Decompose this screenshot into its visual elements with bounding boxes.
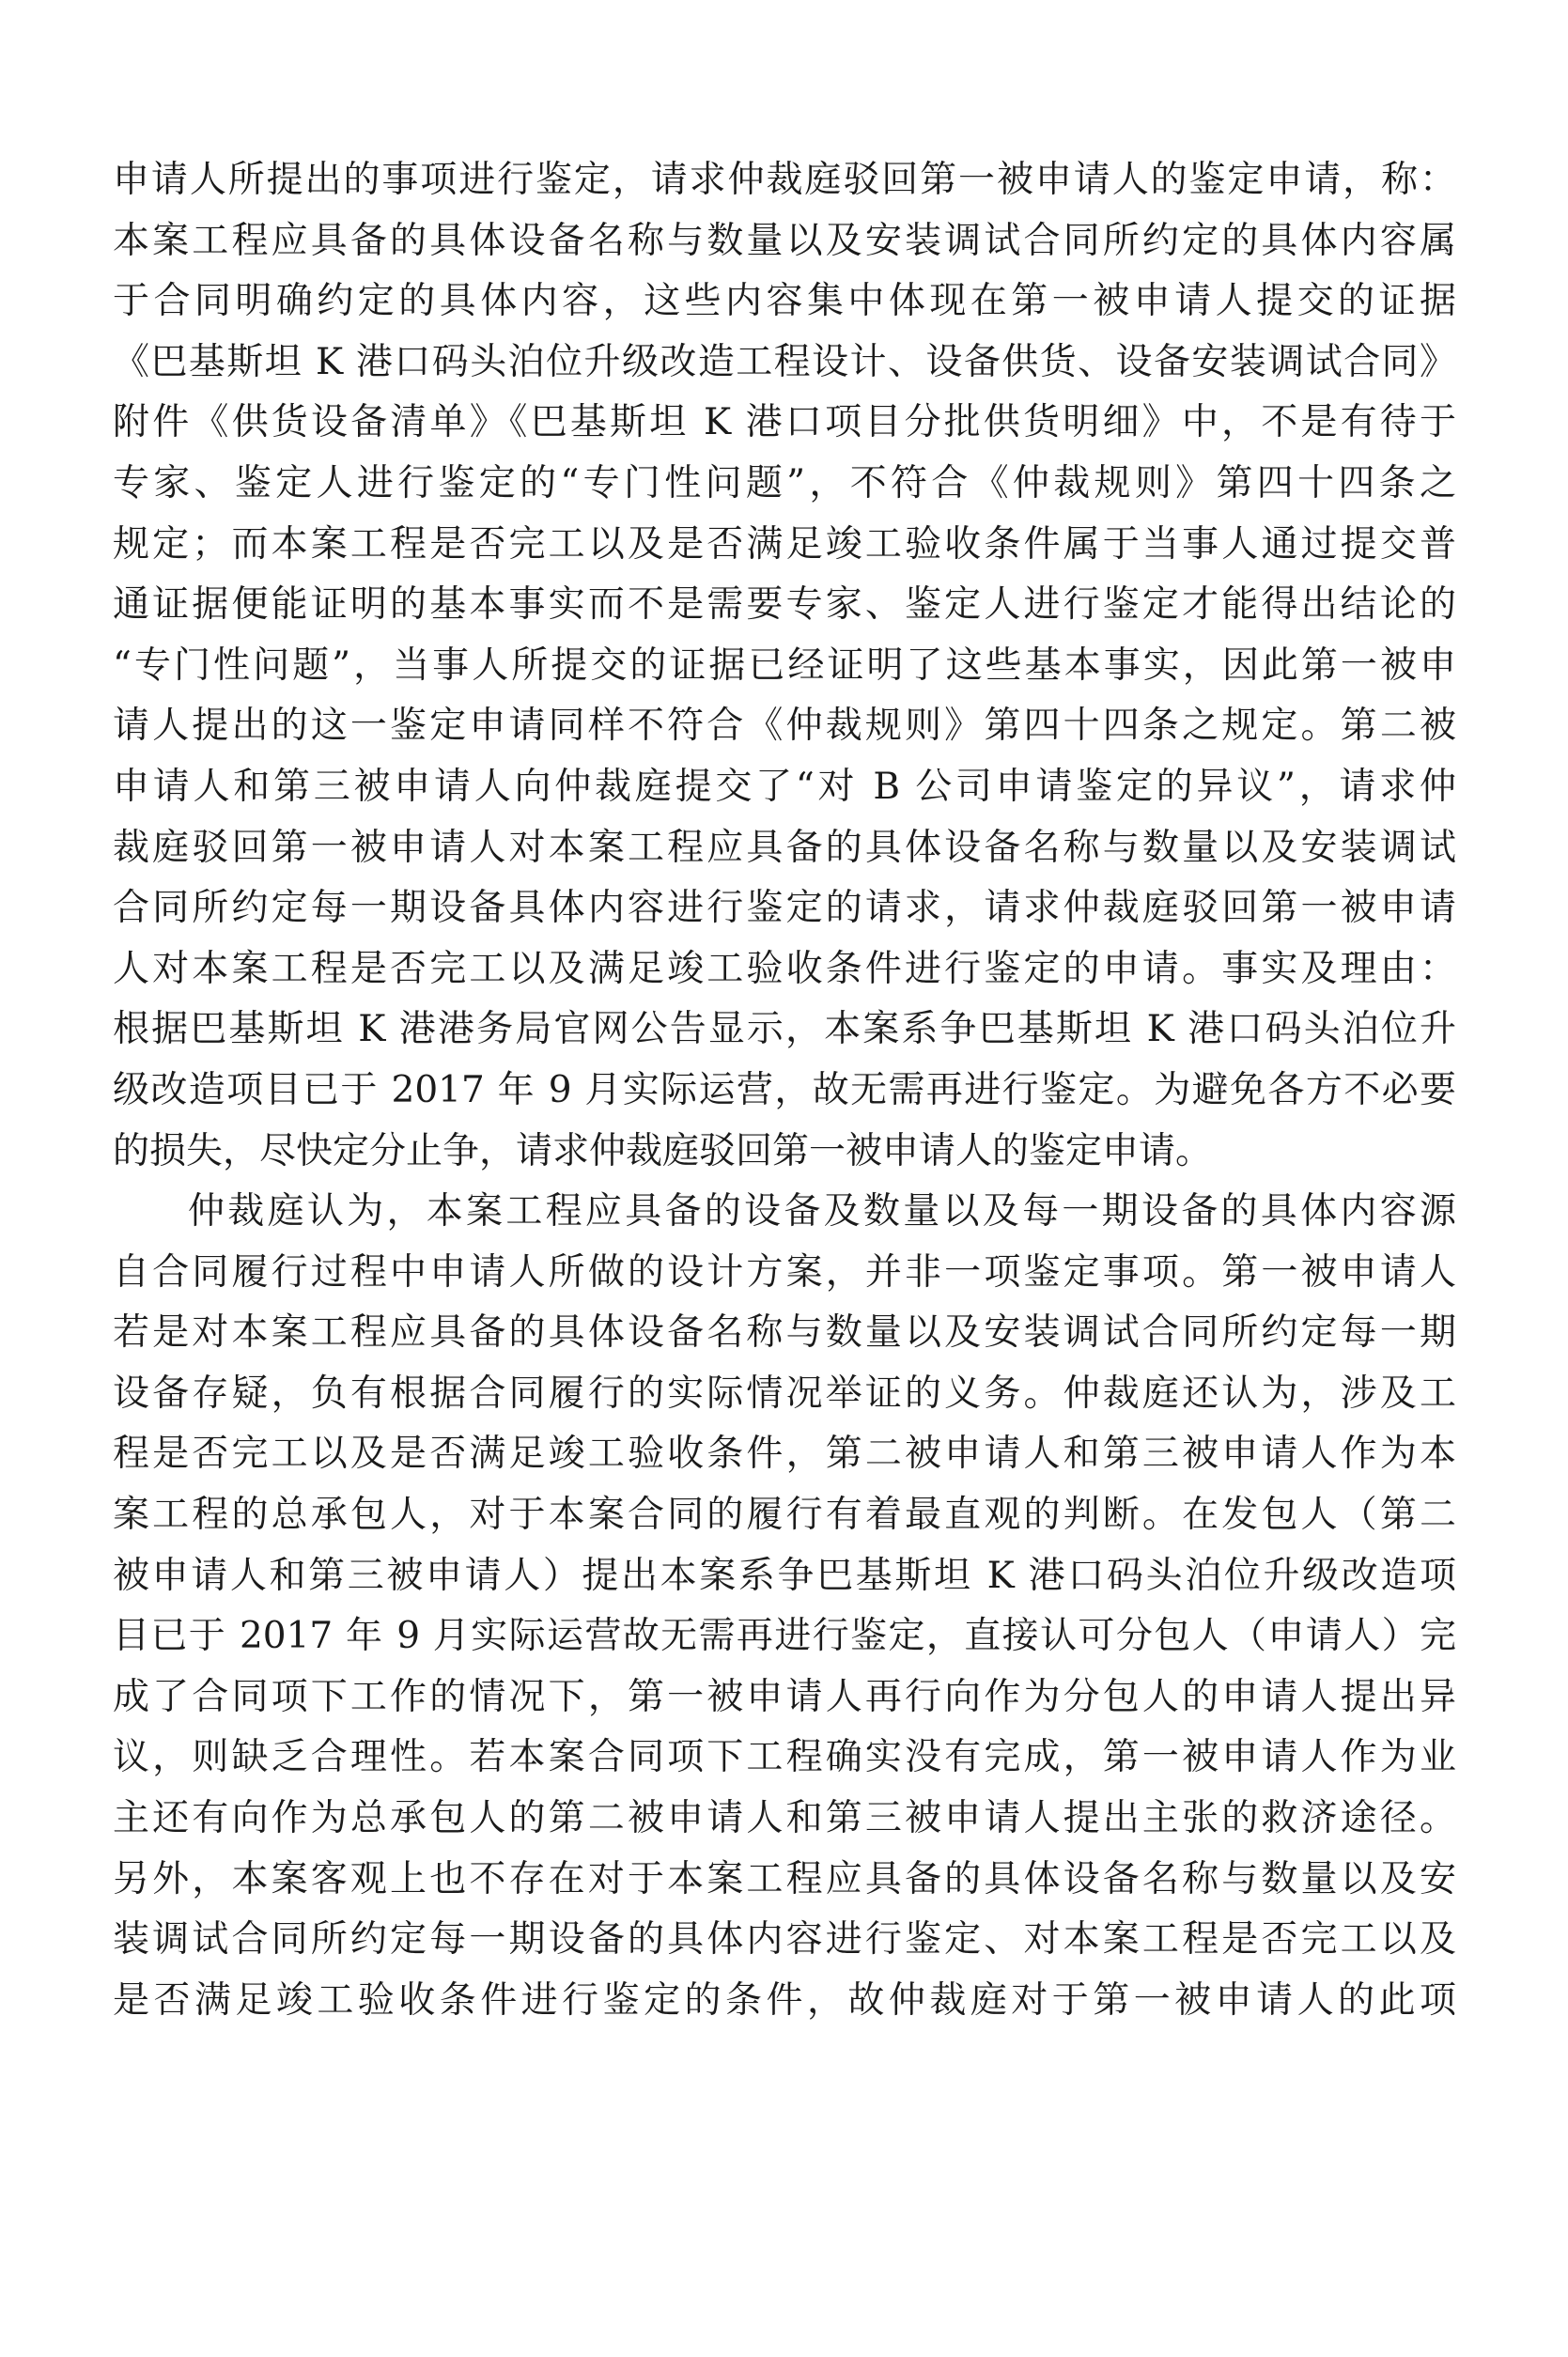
text-line: 级改造项目已于 2017 年 9 月实际运营，故无需再进行鉴定。为避免各方不必要 [113,1068,1456,1111]
text-line: 于合同明确约定的具体内容，这些内容集中体现在第一被申请人提交的证据 [113,280,1456,323]
text-line: 专家、鉴定人进行鉴定的“专门性问题”，不符合《仲裁规则》第四十四条之 [113,461,1456,504]
text-line: 附件《供货设备清单》《巴基斯坦 K 港口项目分批供货明细》中，不是有待于 [113,401,1456,444]
paragraph [113,150,1456,1182]
text-line: 议，则缺乏合理性。若本案合同项下工程确实没有完成，第一被申请人作为业 [113,1736,1456,1779]
text-line: 申请人和第三被申请人向仲裁庭提交了“对 B 公司申请鉴定的异议”，请求仲 [113,765,1456,808]
text-line: 程是否完工以及是否满足竣工验收条件，第二被申请人和第三被申请人作为本 [113,1433,1456,1476]
paragraph [113,1182,1456,2031]
text-line: 案工程的总承包人，对于本案合同的履行有着最直观的判断。在发包人（第二 [113,1494,1456,1537]
text-line: 设备存疑，负有根据合同履行的实际情况举证的义务。仲裁庭还认为，涉及工 [113,1372,1456,1415]
text-line: “专门性问题”，当事人所提交的证据已经证明了这些基本事实，因此第一被申 [113,644,1456,687]
text-line: 仲裁庭认为，本案工程应具备的设备及数量以及每一期设备的具体内容源 [188,1190,1456,1233]
text-line: 装调试合同所约定每一期设备的具体内容进行鉴定、对本案工程是否完工以及 [113,1918,1456,1962]
text-line: 成了合同项下工作的情况下，第一被申请人再行向作为分包人的申请人提出异 [113,1675,1456,1718]
text-line: 《巴基斯坦 K 港口码头泊位升级改造工程设计、设备供货、设备安装调试合同》 [113,340,1456,383]
text-line: 规定；而本案工程是否完工以及是否满足竣工验收条件属于当事人通过提交普 [113,522,1456,566]
text-line: 若是对本案工程应具备的具体设备名称与数量以及安装调试合同所约定每一期 [113,1311,1456,1355]
text-line: 自合同履行过程中申请人所做的设计方案，并非一项鉴定事项。第一被申请人 [113,1250,1456,1294]
text-line: 主还有向作为总承包人的第二被申请人和第三被申请人提出主张的救济途径。 [113,1797,1456,1840]
text-line: 通证据便能证明的基本事实而不是需要专家、鉴定人进行鉴定才能得出结论的 [113,583,1456,627]
text-line: 裁庭驳回第一被申请人对本案工程应具备的具体设备名称与数量以及安装调试 [113,826,1456,869]
text-line: 根据巴基斯坦 K 港港务局官网公告显示，本案系争巴基斯坦 K 港口码头泊位升 [113,1008,1456,1051]
text-line: 是否满足竣工验收条件进行鉴定的条件，故仲裁庭对于第一被申请人的此项 [113,1978,1456,2022]
text-line: 合同所约定每一期设备具体内容进行鉴定的请求，请求仲裁庭驳回第一被申请 [113,887,1456,930]
text-line: 的损失，尽快定分止争，请求仲裁庭驳回第一被申请人的鉴定申请。 [113,1129,1213,1172]
body-text [113,150,1456,2031]
text-line: 被申请人和第三被申请人）提出本案系争巴基斯坦 K 港口码头泊位升级改造项 [113,1554,1456,1597]
text-line: 人对本案工程是否完工以及满足竣工验收条件进行鉴定的申请。事实及理由： [113,947,1456,990]
text-line: 请人提出的这一鉴定申请同样不符合《仲裁规则》第四十四条之规定。第二被 [113,705,1456,748]
text-line: 目已于 2017 年 9 月实际运营故无需再进行鉴定，直接认可分包人（申请人）完 [113,1615,1456,1658]
text-line: 申请人所提出的事项进行鉴定，请求仲裁庭驳回第一被申请人的鉴定申请，称： [113,159,1456,201]
text-line: 本案工程应具备的具体设备名称与数量以及安装调试合同所约定的具体内容属 [113,219,1456,262]
text-line: 另外，本案客观上也不存在对于本案工程应具备的具体设备名称与数量以及安 [113,1857,1456,1900]
